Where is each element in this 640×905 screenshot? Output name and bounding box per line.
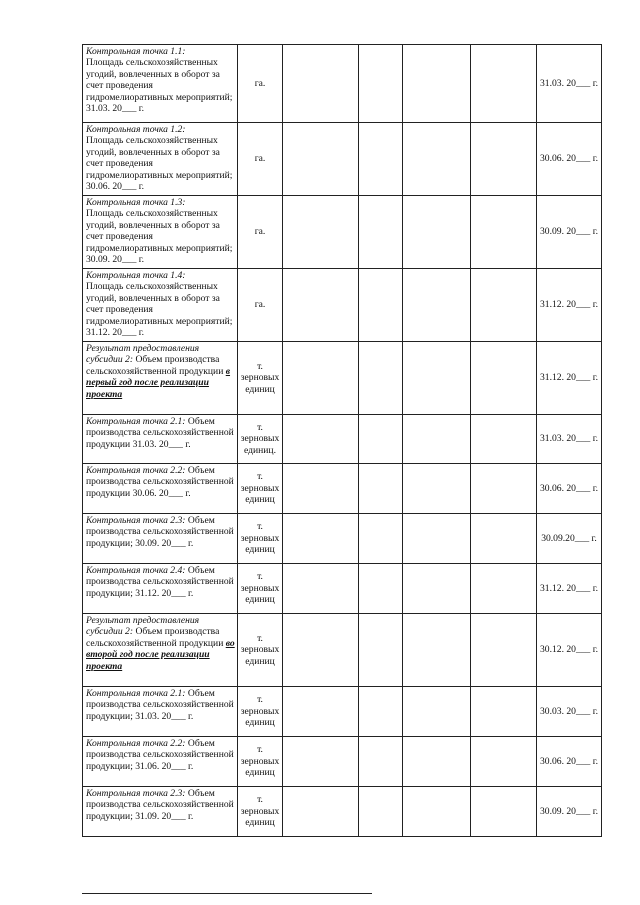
empty-cell bbox=[283, 269, 359, 342]
checkpoint-label: Результат предоставления субсидии 2: bbox=[86, 615, 200, 638]
empty-cell bbox=[359, 45, 403, 123]
empty-cell bbox=[359, 787, 403, 837]
empty-cell bbox=[359, 564, 403, 614]
indicator-text: Объем производства сельскохозяйственной продукции 30.06. 20___ г. bbox=[86, 465, 234, 499]
unit-text: т. зерновых единиц bbox=[240, 744, 280, 779]
date-text: 31.03. 20___ г. bbox=[539, 433, 599, 445]
table-body bbox=[83, 45, 602, 837]
date-cell bbox=[537, 564, 602, 614]
table-row bbox=[83, 45, 602, 123]
empty-cell bbox=[283, 737, 359, 787]
unit-text: га. bbox=[254, 226, 266, 238]
empty-cell bbox=[403, 415, 471, 464]
unit-cell bbox=[238, 614, 283, 687]
empty-cell bbox=[359, 464, 403, 514]
empty-cell bbox=[359, 342, 403, 415]
indicator-text: Площадь сельскохозяйственных угодий, вовлеченных в оборот за счет проведения гидромелиоративных мероприятий; 30.09. 20___ г. bbox=[86, 208, 233, 266]
empty-cell bbox=[403, 687, 471, 737]
empty-cell bbox=[283, 787, 359, 837]
empty-cell bbox=[471, 464, 537, 514]
date-cell bbox=[537, 464, 602, 514]
table-row bbox=[83, 464, 602, 514]
unit-cell bbox=[238, 787, 283, 837]
emphasis-period: в первый год после реализации проекта bbox=[86, 365, 231, 400]
indicator-cell bbox=[83, 787, 238, 837]
unit-text: т. зерновых единиц bbox=[240, 471, 280, 506]
table-row bbox=[83, 196, 602, 269]
empty-cell bbox=[471, 787, 537, 837]
empty-cell bbox=[359, 514, 403, 564]
date-text: 30.06. 20___ г. bbox=[539, 482, 599, 494]
empty-cell bbox=[471, 687, 537, 737]
unit-text: т. зерновых единиц bbox=[240, 360, 280, 395]
table-row bbox=[83, 614, 602, 687]
checkpoint-label: Контрольная точка 2.3: bbox=[86, 788, 186, 799]
indicator-text: Объем производства сельскохозяйственной продукции; 30.09. 20___ г. bbox=[86, 515, 234, 549]
empty-cell bbox=[403, 787, 471, 837]
unit-text: т. зерновых единиц bbox=[240, 794, 280, 829]
empty-cell bbox=[359, 737, 403, 787]
unit-text: га. bbox=[254, 153, 266, 165]
empty-cell bbox=[359, 123, 403, 196]
indicator-cell bbox=[83, 196, 238, 269]
checkpoint-label: Контрольная точка 1.4: bbox=[86, 270, 186, 281]
empty-cell bbox=[403, 464, 471, 514]
unit-cell bbox=[238, 514, 283, 564]
empty-cell bbox=[471, 123, 537, 196]
unit-cell bbox=[238, 464, 283, 514]
date-text: 31.03. 20___ г. bbox=[539, 77, 599, 89]
date-text: 30.12. 20___ г. bbox=[539, 644, 599, 656]
empty-cell bbox=[359, 269, 403, 342]
indicator-cell bbox=[83, 45, 238, 123]
unit-cell bbox=[238, 196, 283, 269]
table-row bbox=[83, 737, 602, 787]
unit-text: т. зерновых единиц. bbox=[240, 421, 280, 456]
table-row bbox=[83, 342, 602, 415]
unit-text: т. зерновых единиц bbox=[240, 632, 280, 667]
date-text: 30.09. 20___ г. bbox=[539, 226, 599, 238]
date-text: 30.09.20___ г. bbox=[541, 532, 597, 544]
empty-cell bbox=[283, 196, 359, 269]
empty-cell bbox=[403, 342, 471, 415]
indicator-text: Объем производства сельскохозяйственной продукции; 31.12. 20___ г. bbox=[86, 565, 234, 599]
checkpoint-label: Контрольная точка 2.3: bbox=[86, 515, 186, 526]
checkpoint-label: Результат предоставления субсидии 2: bbox=[86, 343, 200, 366]
indicator-text: Объем производства сельскохозяйственной продукции bbox=[86, 626, 224, 649]
empty-cell bbox=[471, 196, 537, 269]
date-cell bbox=[537, 614, 602, 687]
unit-cell bbox=[238, 737, 283, 787]
empty-cell bbox=[471, 45, 537, 123]
date-cell bbox=[537, 687, 602, 737]
empty-cell bbox=[283, 342, 359, 415]
date-cell bbox=[537, 787, 602, 837]
table-row bbox=[83, 687, 602, 737]
unit-cell bbox=[238, 687, 283, 737]
unit-cell bbox=[238, 45, 283, 123]
checkpoint-label: Контрольная точка 2.2: bbox=[86, 465, 186, 476]
empty-cell bbox=[359, 415, 403, 464]
indicator-text: Площадь сельскохозяйственных угодий, вовлеченных в оборот за счет проведения гидромелиоративных мероприятий; 31.03. 20___ г. bbox=[86, 57, 233, 115]
checkpoint-label: Контрольная точка 1.2: bbox=[86, 124, 186, 135]
empty-cell bbox=[283, 614, 359, 687]
empty-cell bbox=[403, 514, 471, 564]
empty-cell bbox=[283, 464, 359, 514]
empty-cell bbox=[403, 269, 471, 342]
empty-cell bbox=[403, 123, 471, 196]
date-cell bbox=[537, 342, 602, 415]
empty-cell bbox=[359, 196, 403, 269]
date-cell bbox=[537, 514, 602, 564]
indicator-cell bbox=[83, 342, 238, 415]
unit-cell bbox=[238, 342, 283, 415]
empty-cell bbox=[359, 614, 403, 687]
indicator-cell bbox=[83, 614, 238, 687]
indicator-cell bbox=[83, 737, 238, 787]
report-table bbox=[82, 44, 602, 837]
unit-cell bbox=[238, 564, 283, 614]
date-text: 31.12. 20___ г. bbox=[539, 582, 599, 594]
table-row bbox=[83, 564, 602, 614]
empty-cell bbox=[283, 687, 359, 737]
checkpoint-label: Контрольная точка 1.1: bbox=[86, 46, 186, 57]
footnote-divider bbox=[82, 893, 372, 894]
indicator-text: Объем производства сельскохозяйственной продукции bbox=[86, 354, 224, 377]
unit-cell bbox=[238, 269, 283, 342]
date-cell bbox=[537, 45, 602, 123]
indicator-text: Объем производства сельскохозяйственной продукции 31.03. 20___ г. bbox=[86, 416, 234, 450]
empty-cell bbox=[283, 123, 359, 196]
table-row bbox=[83, 123, 602, 196]
empty-cell bbox=[403, 614, 471, 687]
unit-text: т. зерновых единиц bbox=[240, 571, 280, 606]
empty-cell bbox=[403, 564, 471, 614]
empty-cell bbox=[471, 737, 537, 787]
date-cell bbox=[537, 415, 602, 464]
unit-text: т. зерновых единиц bbox=[240, 694, 280, 729]
checkpoint-label: Контрольная точка 2.2: bbox=[86, 738, 186, 749]
indicator-text: Объем производства сельскохозяйственной продукции; 31.09. 20___ г. bbox=[86, 788, 234, 822]
empty-cell bbox=[471, 269, 537, 342]
unit-text: га. bbox=[254, 77, 266, 89]
empty-cell bbox=[359, 687, 403, 737]
checkpoint-label: Контрольная точка 2.1: bbox=[86, 416, 186, 427]
date-text: 30.06. 20___ г. bbox=[539, 153, 599, 165]
date-text: 31.12. 20___ г. bbox=[539, 372, 599, 384]
unit-cell bbox=[238, 123, 283, 196]
unit-text: га. bbox=[254, 299, 266, 311]
emphasis-period: во второй год после реализации проекта bbox=[86, 637, 235, 672]
indicator-cell bbox=[83, 269, 238, 342]
indicator-text: Площадь сельскохозяйственных угодий, вовлеченных в оборот за счет проведения гидромелиоративных мероприятий; 31.12. 20___ г. bbox=[86, 281, 233, 339]
empty-cell bbox=[471, 514, 537, 564]
empty-cell bbox=[471, 564, 537, 614]
indicator-text: Объем производства сельскохозяйственной продукции; 31.06. 20___ г. bbox=[86, 738, 234, 772]
empty-cell bbox=[283, 564, 359, 614]
checkpoint-label: Контрольная точка 1.3: bbox=[86, 197, 186, 208]
indicator-cell bbox=[83, 123, 238, 196]
date-cell bbox=[537, 269, 602, 342]
date-text: 30.06. 20___ г. bbox=[539, 755, 599, 767]
date-cell bbox=[537, 196, 602, 269]
indicator-text: Объем производства сельскохозяйственной продукции; 31.03. 20___ г. bbox=[86, 688, 234, 722]
empty-cell bbox=[471, 342, 537, 415]
table-row bbox=[83, 415, 602, 464]
empty-cell bbox=[283, 514, 359, 564]
date-text: 30.09. 20___ г. bbox=[539, 805, 599, 817]
table-row bbox=[83, 787, 602, 837]
indicator-cell bbox=[83, 564, 238, 614]
date-text: 31.12. 20___ г. bbox=[539, 299, 599, 311]
date-cell bbox=[537, 737, 602, 787]
empty-cell bbox=[283, 45, 359, 123]
empty-cell bbox=[403, 45, 471, 123]
empty-cell bbox=[403, 196, 471, 269]
unit-text: т. зерновых единиц bbox=[240, 521, 280, 556]
indicator-cell bbox=[83, 687, 238, 737]
date-text: 30.03. 20___ г. bbox=[539, 705, 599, 717]
empty-cell bbox=[471, 614, 537, 687]
table-row bbox=[83, 269, 602, 342]
indicator-cell bbox=[83, 464, 238, 514]
unit-cell bbox=[238, 415, 283, 464]
indicator-cell bbox=[83, 514, 238, 564]
checkpoint-label: Контрольная точка 2.4: bbox=[86, 565, 186, 576]
table-row bbox=[83, 514, 602, 564]
date-cell bbox=[537, 123, 602, 196]
indicator-cell bbox=[83, 415, 238, 464]
indicator-text: Площадь сельскохозяйственных угодий, вовлеченных в оборот за счет проведения гидромелиоративных мероприятий; 30.06. 20___ г. bbox=[86, 135, 233, 193]
empty-cell bbox=[403, 737, 471, 787]
checkpoint-label: Контрольная точка 2.1: bbox=[86, 688, 186, 699]
empty-cell bbox=[283, 415, 359, 464]
empty-cell bbox=[471, 415, 537, 464]
